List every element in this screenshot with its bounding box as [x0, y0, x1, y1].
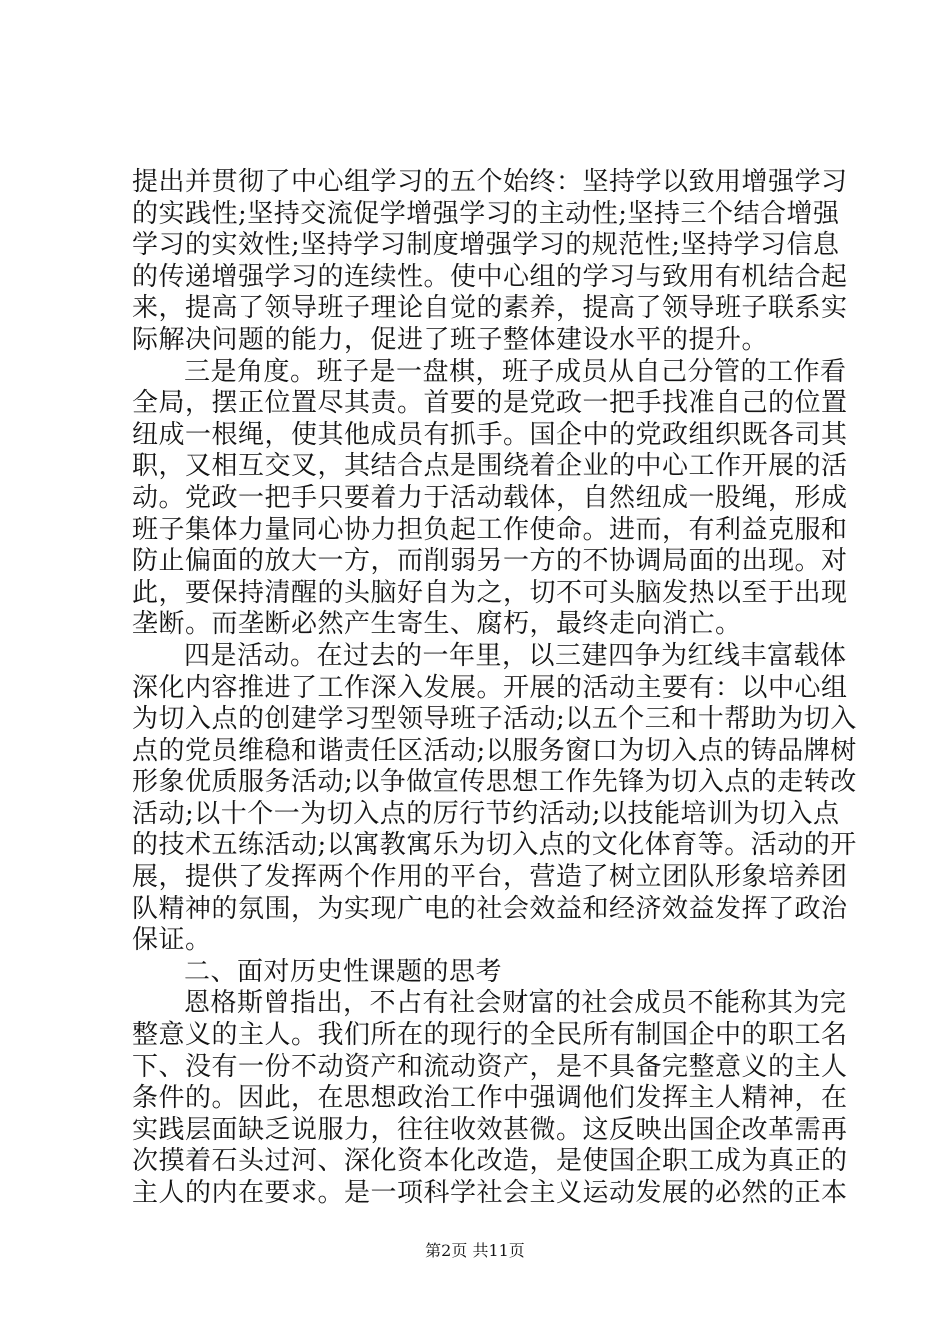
text-line: 点的党员维稳和谐责任区活动;以服务窗口为切入点的铸品牌树: [132, 735, 857, 766]
text-line: 保证。: [132, 925, 212, 956]
text-line: 此，要保持清醒的头脑好自为之，切不可头脑发热以至于出现: [132, 577, 848, 608]
text-line: 实践层面缺乏说服力，往往收效甚微。这反映出国企改革需再: [132, 1114, 848, 1145]
text-line: 纽成一根绳，使其他成员有抓手。国企中的党政组织既各司其: [132, 419, 848, 450]
text-line: 队精神的氛围，为实现广电的社会效益和经济效益发挥了政治: [132, 893, 848, 924]
text-line: 际解决问题的能力，促进了班子整体建设水平的提升。: [132, 324, 769, 355]
text-line: 四是活动。在过去的一年里，以三建四争为红线丰富载体: [184, 640, 847, 671]
text-line: 三是角度。班子是一盘棋，班子成员从自己分管的工作看: [184, 356, 847, 387]
text-line: 次摸着石头过河、深化资本化改造，是使国企职工成为真正的: [132, 1146, 848, 1177]
text-line: 提出并贯彻了中心组学习的五个始终：坚持学以致用增强学习: [132, 167, 848, 197]
text-line: 整意义的主人。我们所在的现行的全民所有制国企中的职工名: [132, 1020, 848, 1051]
text-line: 垄断。而垄断必然产生寄生、腐朽，最终走向消亡。: [132, 609, 742, 640]
text-line: 来，提高了领导班子理论自觉的素养，提高了领导班子联系实: [132, 293, 848, 324]
text-line: 条件的。因此，在思想政治工作中强调他们发挥主人精神，在: [132, 1083, 848, 1114]
text-line: 班子集体力量同心协力担负起工作使命。进而，有利益克服和: [132, 514, 848, 545]
text-line: 的传递增强学习的连续性。使中心组的学习与致用有机结合起: [132, 261, 848, 292]
text-line: 深化内容推进了工作深入发展。开展的活动主要有：以中心组: [132, 672, 848, 703]
text-line: 的技术五练活动;以寓教寓乐为切入点的文化体育等。活动的开: [132, 830, 857, 861]
page-number-footer: 第2页 共11页: [425, 1241, 525, 1260]
text-line: 活动;以十个一为切入点的厉行节约活动;以技能培训为切入点: [132, 798, 840, 829]
text-line: 职，又相互交叉，其结合点是围绕着企业的中心工作开展的活: [132, 451, 848, 482]
text-line: 全局，摆正位置尽其责。首要的是党政一把手找准自己的位置: [132, 388, 848, 419]
text-line: 为切入点的创建学习型领导班子活动;以五个三和十帮助为切入: [132, 704, 857, 735]
text-line: 形象优质服务活动;以争做宣传思想工作先锋为切入点的走转改: [132, 767, 857, 798]
text-line: 动。党政一把手只要着力于活动载体，自然纽成一股绳，形成: [132, 482, 848, 513]
text-line: 二、面对历史性课题的思考: [184, 956, 503, 987]
text-line: 的实践性;坚持交流促学增强学习的主动性;坚持三个结合增强: [132, 198, 840, 229]
text-line: 学习的实效性;坚持学习制度增强学习的规范性;坚持学习信息: [132, 230, 840, 261]
body-text: [132, 167, 857, 1210]
text-line: 恩格斯曾指出，不占有社会财富的社会成员不能称其为完: [184, 988, 847, 1019]
text-line: 主人的内在要求。是一项科学社会主义运动发展的必然的正本: [132, 1178, 848, 1208]
text-line: 下、没有一份不动资产和流动资产，是不具备完整意义的主人: [132, 1051, 848, 1082]
text-line: 防止偏面的放大一方，而削弱另一方的不协调局面的出现。对: [132, 546, 848, 577]
text-line: 展，提供了发挥两个作用的平台，营造了树立团队形象培养团: [132, 862, 848, 893]
